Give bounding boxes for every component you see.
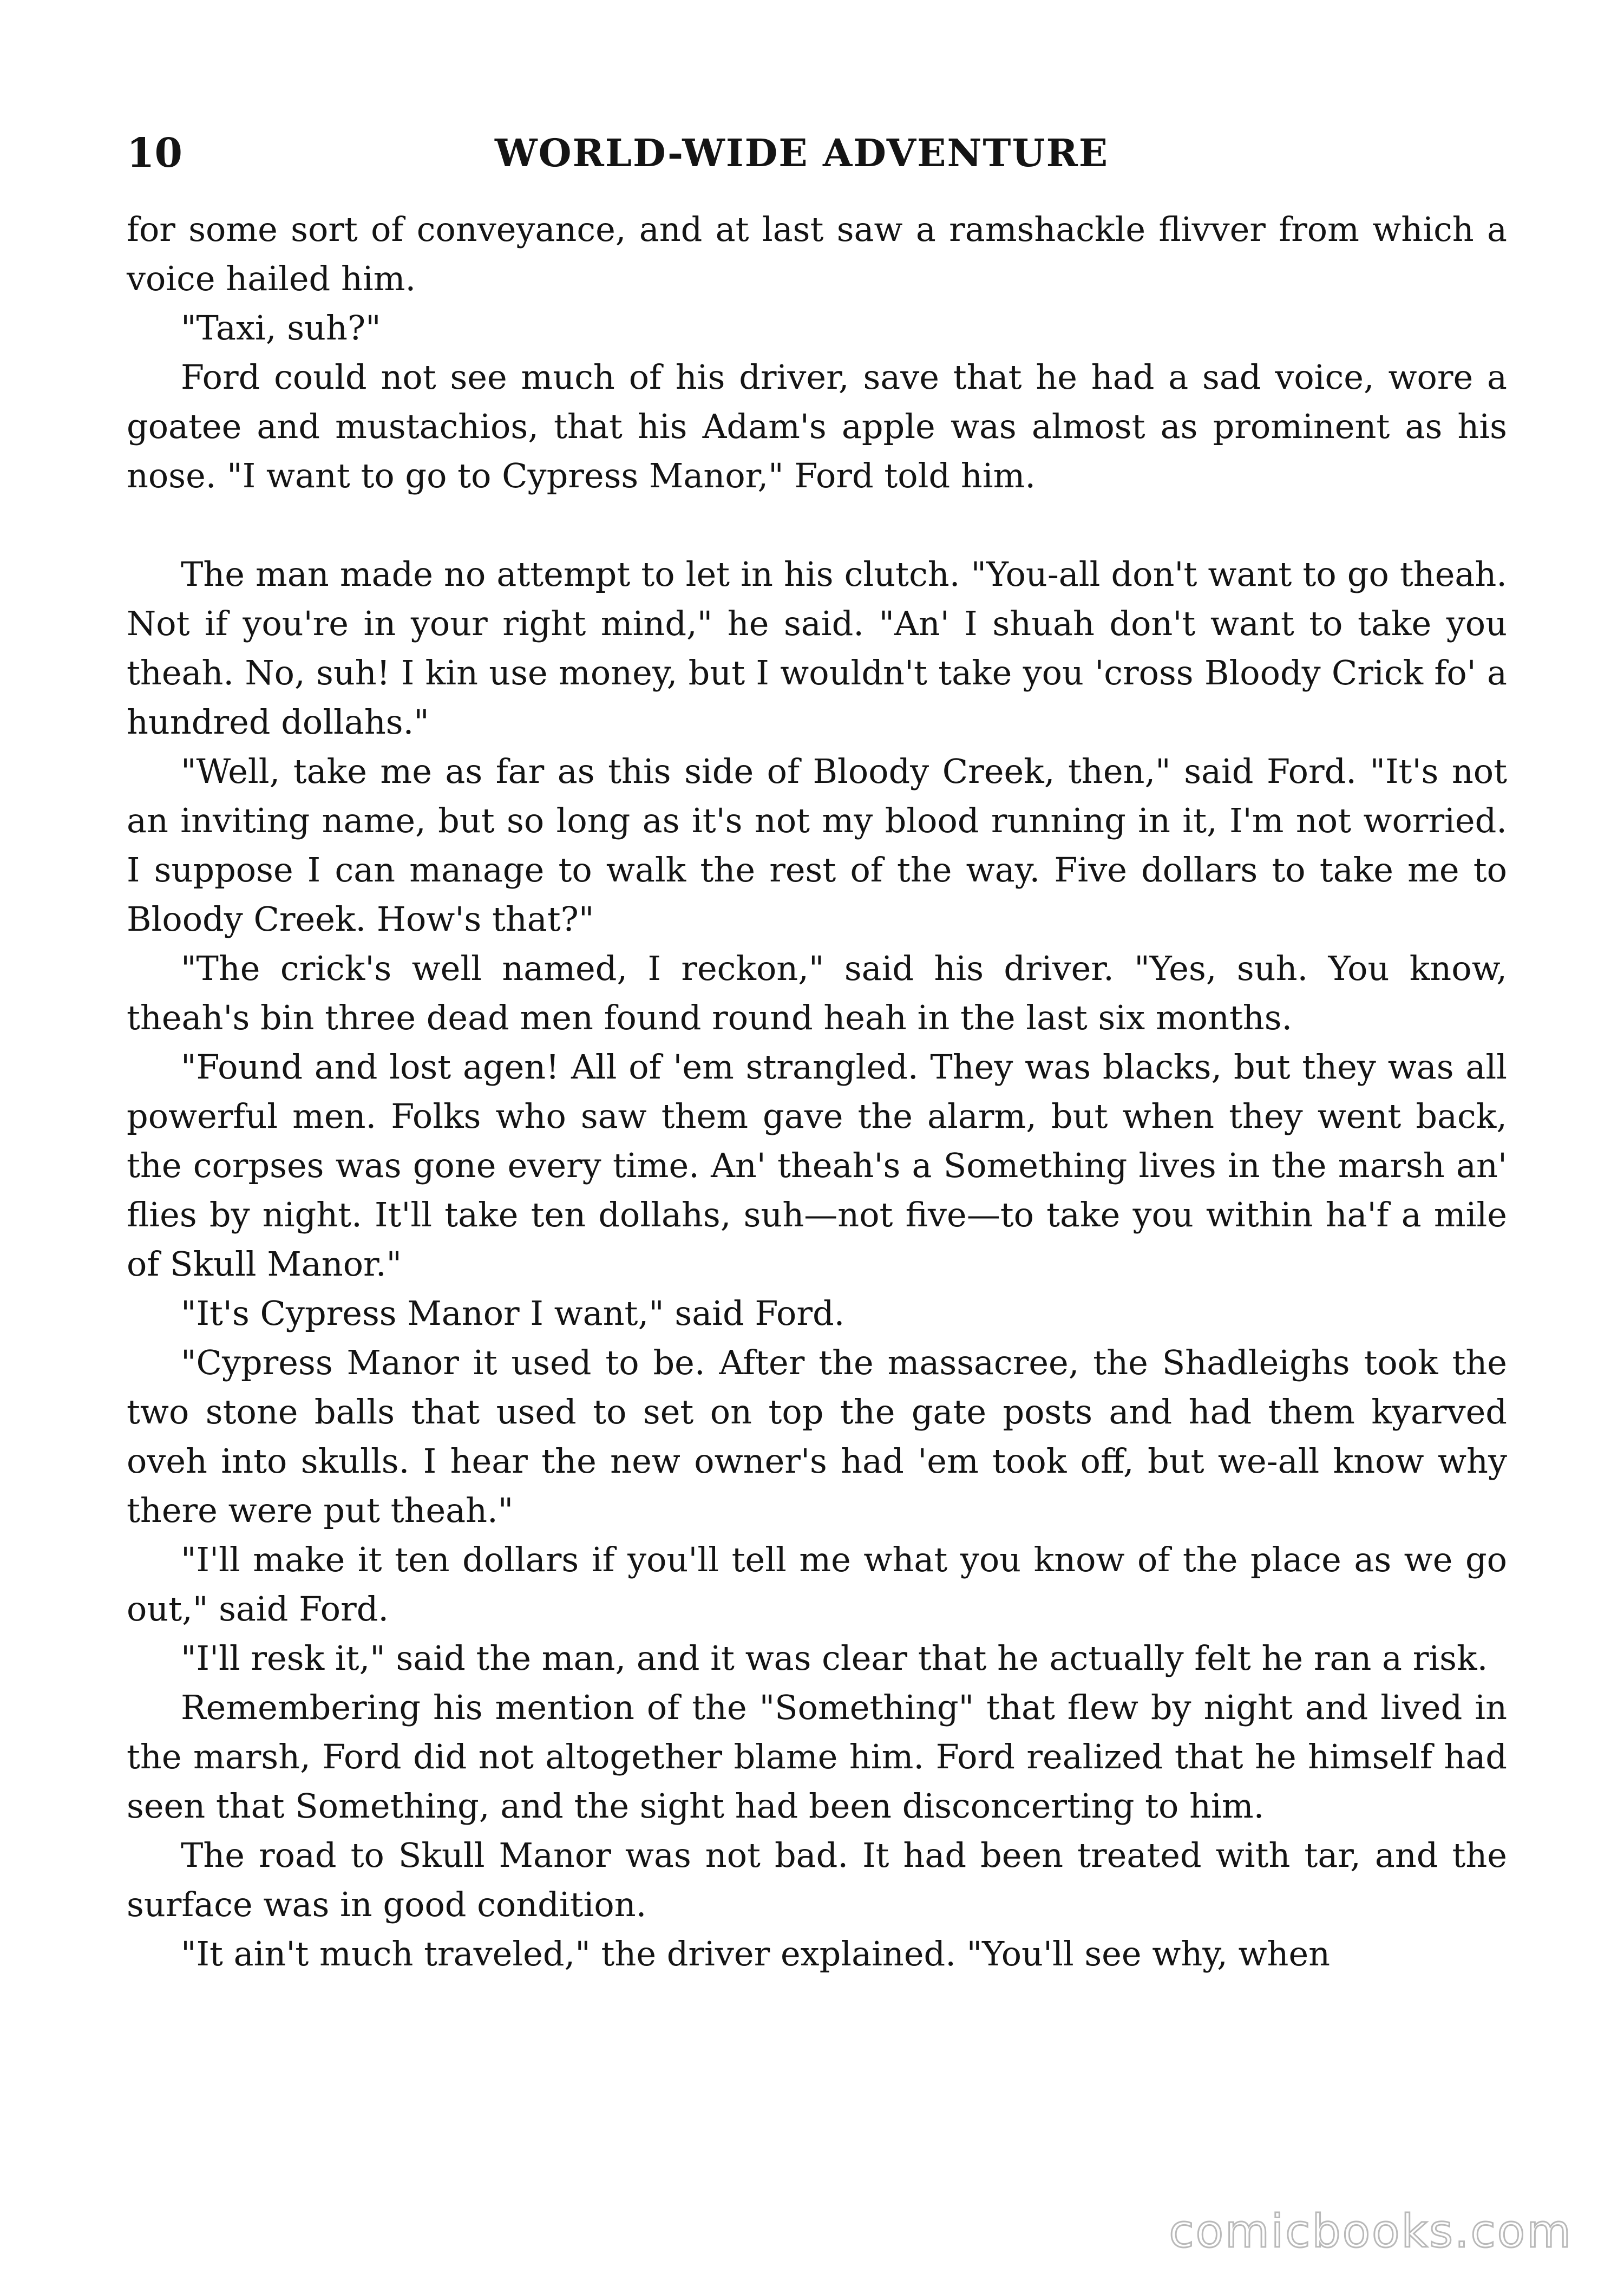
page-number: 10 <box>127 130 182 177</box>
paragraph: "The crick's well named, I reckon," said his driver. "Yes, suh. You know, theah's bin three dead men found round heah in the last six months. <box>127 949 1507 1037</box>
paragraph: "I'll resk it," said the man, and it was clear that he actually felt he ran a risk. <box>181 1638 1488 1678</box>
paragraph: "Cypress Manor it used to be. After the massacree, the Shadleighs took the two stone balls that used to set on top the gate posts and had them kyarved oveh into skulls. I hear the new owner's had 'em took off, but we-all know why there were put theah." <box>127 1343 1507 1530</box>
watermark: comicbooks.com <box>1169 2205 1573 2258</box>
paragraph: "Found and lost agen! All of 'em strangled. They was blacks, but they was all powerful men. Folks who saw them gave the alarm, but when they went back, the corpses was gone every time. An' theah's a Something lives in the marsh an' flies by night. It'll take ten dollahs, suh—not five—to take you within ha'f a mile of Skull Manor." <box>127 1047 1507 1284</box>
paragraph: Remembering his mention of the "Something" that flew by night and lived in the marsh, Ford did not altogether blame him. Ford realized that he himself had seen that Something, and the sight had been disconcerting to him. <box>127 1688 1507 1826</box>
body-text <box>127 205 1507 1978</box>
running-title: WORLD-WIDE ADVENTURE <box>495 130 1109 175</box>
paragraph: "It ain't much traveled," the driver explained. "You'll see why, when <box>181 1934 1331 1974</box>
paragraph: The road to Skull Manor was not bad. It had been treated with tar, and the surface was in good condition. <box>127 1835 1507 1924</box>
paragraph: "Taxi, suh?" <box>181 308 381 348</box>
paragraph: "I'll make it ten dollars if you'll tell me what you know of the place as we go out," said Ford. <box>127 1540 1507 1629</box>
paragraph: for some sort of conveyance, and at last saw a ramshackle flivver from which a voice hailed him. <box>127 210 1507 298</box>
paragraph: The man made no attempt to let in his clutch. "You-all don't want to go theah. Not if you're in your right mind," he said. "An' I shuah don't want to take you theah. No, suh! I kin use money, but I wouldn't take you 'cross Bloody Crick fo' a hundred dollahs." <box>127 554 1507 742</box>
paragraph: "It's Cypress Manor I want," said Ford. <box>181 1293 845 1333</box>
page-header <box>127 129 1161 178</box>
paragraph: "Well, take me as far as this side of Bloody Creek, then," said Ford. "It's not an inviting name, but so long as it's not my blood running in it, I'm not worried. I suppose I can manage to walk the rest of the way. Five dollars to take me to Bloody Creek. How's that?" <box>127 752 1507 939</box>
paragraph: Ford could not see much of his driver, save that he had a sad voice, wore a goatee and mustachios, that his Adam's apple was almost as prominent as his nose. "I want to go to Cypress Manor," Ford told him. <box>127 357 1507 495</box>
